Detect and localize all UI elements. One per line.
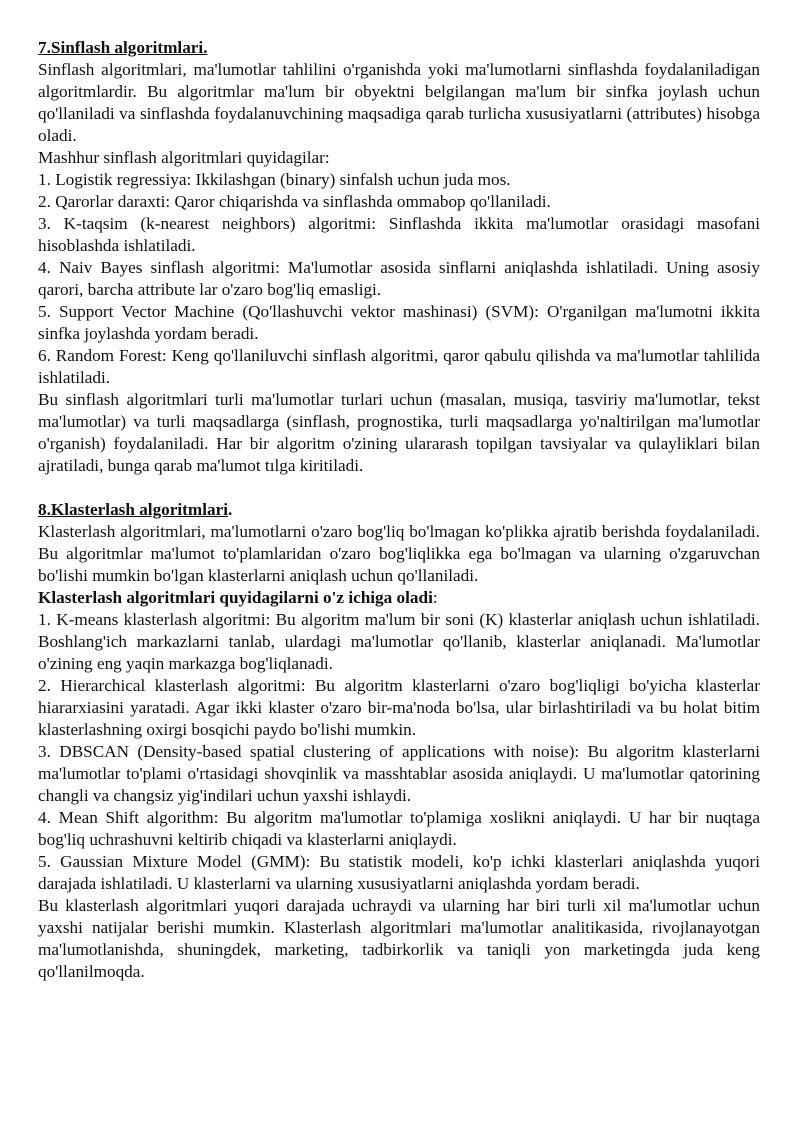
section-8-list-intro: Klasterlash algoritmlari quyidagilarni o'z ichiga oladi (38, 588, 433, 607)
section-7-item-6: 6. Random Forest: Keng qo'llaniluvchi sinflash algoritmi, qaror qabulu qilishda va ma'lumotlar tahlilida ishlatiladi. (38, 346, 760, 387)
section-8-intro: Klasterlash algoritmlari, ma'lumotlarni o'zaro bog'liq bo'lmagan ko'plikka ajratib berishda foydalaniladi. Bu algoritmlar ma'lumot to'plamlaridan o'zaro bog'liqlikka ega bo'lmagan va ularning o'zgaruvchan bo'lishi mumkin bo'lgan klasterlarni aniqlash uchun qo'llaniladi. (38, 522, 760, 585)
section-8-item-2: 2. Hierarchical klasterlash algoritmi: Bu algoritm klasterlarni o'zaro bog'liqligi bo'yicha klasterlar hiararxiasini yaratadi. Agar ikki klaster o'zaro bir-ma'noda bo'lsa, ular birlashtiriladi va bu holat bitim klasterlashning oxirgi bosqichi paydo bo'lishi mumkin. (38, 676, 760, 739)
section-7-item-3: 3. K-taqsim (k-nearest neighbors) algoritmi: Sinflashda ikkita ma'lumotlar orasidagi masofani hisoblashda ishlatiladi. (38, 214, 760, 255)
section-8-conclusion: Bu klasterlash algoritmlari yuqori darajada uchraydi va ularning har biri turli xil ma'lumotlar uchun yaxshi natijalar berishi mumkin. Klasterlash algoritmlari ma'lumotlar analitikasida, rivojlanayotgan ma'lumotlanishda, shuningdek, marketing, tadbirkorlik va taniqli yon marketingda juda keng qo'llanilmoqda. (38, 896, 760, 981)
section-8-heading-line (38, 499, 760, 521)
section-8-item-5: 5. Gaussian Mixture Model (GMM): Bu statistik modeli, ko'p ichki klasterlari aniqlashda yuqori darajada ishlatiladi. U klasterlarni va ularning xususiyatlarni aniqlashda yordam beradi. (38, 852, 760, 893)
section-7-item-2: 2. Qarorlar daraxti: Qaror chiqarishda va sinflashda ommabop qo'llaniladi. (38, 192, 551, 211)
section-8-item-3: 3. DBSCAN (Density-based spatial clustering of applications with noise): Bu algoritm klasterlarni ma'lumotlar to'plami o'rtasidagi shovqinlik va masshtablar asosida aniqlaydi. U ma'lumotlar qatorining changli va changsiz yig'indilari uchun yaxshi ishlaydi. (38, 742, 760, 805)
section-8-list-intro-colon: : (432, 588, 438, 607)
section-spacer (38, 477, 760, 499)
section-8-list-intro-line (38, 587, 760, 609)
section-7-conclusion: Bu sinflash algoritmlari turli ma'lumotlar turlari uchun (masalan, musiqa, tasviriy ma'lumotlar, tekst ma'lumotlar) va turli maqsadlarga (sinflash, prognostika, turli maqsadlarga yo'naltirilgan ma'lumotlar o'rganish) foydalaniladi. Har bir algoritm o'zining ulararash topilgan tavsiyalar va qulayliklari bilan ajratiladi, bunga qarab ma'lumot tılga kiritiladi. (38, 390, 760, 475)
section-8-heading: 8.Klasterlash algoritmlari (38, 500, 228, 519)
section-8-item-1: 1. K-means klasterlash algoritmi: Bu algoritm ma'lum bir soni (K) klasterlar aniqlash uchun ishlatiladi. Boshlang'ich markazlarni tanlab, ulardagi ma'lumotlar qo'llanib, klasterlar aniqlanadi. Ma'lumotlar o'zining eng yaqin markazga bog'liqlanadi. (38, 610, 760, 673)
section-7-heading: 7.Sinflash algoritmlari. (38, 38, 208, 57)
section-7-item-1: 1. Logistik regressiya: Ikkilashgan (binary) sinfalsh uchun juda mos. (38, 170, 511, 189)
section-7-item-4: 4. Naiv Bayes sinflash algoritmi: Ma'lumotlar asosida sinflarni aniqlashda ishlatiladi. Uning asosiy qarori, barcha attribute lar o'zaro bog'liq emasligi. (38, 258, 760, 299)
section-7-list-intro: Mashhur sinflash algoritmlari quyidagilar: (38, 148, 330, 167)
section-7-intro: Sinflash algoritmlari, ma'lumotlar tahlilini o'rganishda yoki ma'lumotlarni sinflashda foydalaniladigan algoritmlardir. Bu algoritmlar ma'lum bir obyektni belgilangan ma'lum bir sinfka joylash uchun qo'llaniladi va sinflashda foydalanuvchining maqsadiga qarab turlicha xususiyatlarni (attributes) hisobga oladi. (38, 60, 760, 145)
section-7-item-5: 5. Support Vector Machine (Qo'llashuvchi vektor mashinasi) (SVM): O'rganilgan ma'lumotni ikkita sinfka joylashda yordam beradi. (38, 302, 760, 343)
section-8-heading-dot: . (228, 500, 233, 519)
section-8-item-4: 4. Mean Shift algorithm: Bu algoritm ma'lumotlar to'plamiga xoslikni aniqlaydi. U har bir nuqtaga bog'liq uchrashuvni keltirib chiqadi va klasterlarni aniqlaydi. (38, 808, 760, 849)
